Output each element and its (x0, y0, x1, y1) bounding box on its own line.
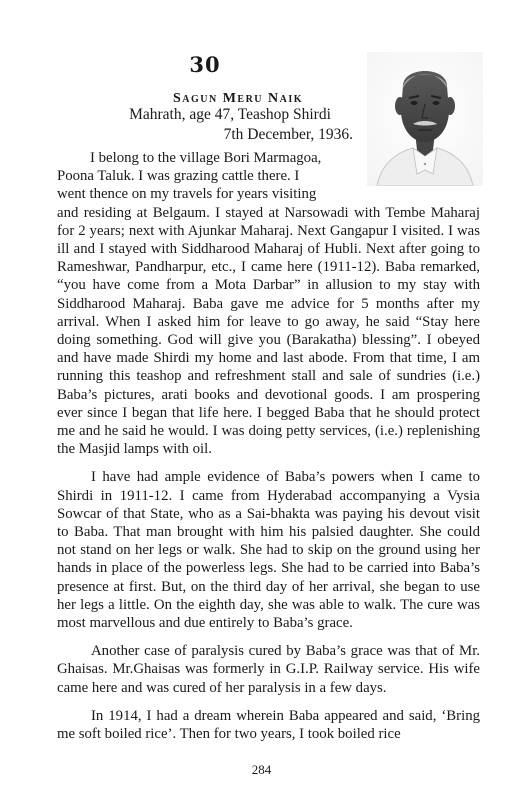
paragraph-1-line-3: went thence on my travels for years visiting (57, 186, 317, 203)
person-name: Sagun Meru Naik (172, 91, 304, 106)
person-details: Mahrath, age 47, Teashop Shirdi (129, 106, 331, 123)
chapter-number: 30 (189, 52, 221, 77)
page-number: 284 (251, 762, 272, 777)
paragraph-1-line-1: I belong to the village Bori Marmagoa, (90, 150, 322, 166)
paragraph-1-rest: and residing at Belgaum. I stayed at Narsowadi with Tembe Maharaj for 2 years; next with Ajunkar Maharaj. Next Gangapur I visited. I was ill and I stayed with Siddharood Maharaj of Hubli. Next after going to Rameshwar, Pandharpur, etc., I came here (1911-12). Baba remarked, “you have come from a Mota Darbar” in allusion to my stay with Siddharood Maharaj. Baba gave me advice for 5 months after my arrival. When I asked him for leave to go away, he said “Stay here doing something. God will give you (Barakatha) blessing”. I obeyed and have made Shirdi my home and last abode. From that time, I am running this teashop and refreshment stall and sale of sundries (i.e.) Baba’s pictures, arati books and devotional goods. I am prospering ever since I began that life here. I begged Baba that he should protect me and he said he would. I was doing petty services, (i.e.) replenishing the Masjid lamps with oil. (57, 204, 480, 458)
paragraph-1-line-2: Poona Taluk. I was grazing cattle there. I (57, 168, 300, 185)
interview-date: 7th December, 1936. (223, 126, 353, 143)
body-text (57, 149, 480, 204)
paragraph-4: In 1914, I had a dream wherein Baba appeared and said, ‘Bring me soft boiled rice’. Then for two years, I took boiled rice (57, 707, 480, 743)
paragraph-1 (57, 149, 360, 204)
paragraph-2: I have had ample evidence of Baba’s powers when I came to Shirdi in 1911-12. I came from Hyderabad accompanying a Vysia Sowcar of that State, who as a Sai-bhakta was paying his devout visit to Baba. That man brought with him his palsied daughter. She could not stand on her legs or walk. She had to skip on the ground using her hands in place of the powerless legs. She had to be carried into Baba’s presence at first. But, on the third day of her arrival, she began to use her legs a little. On the eighth day, she was able to walk. The cure was most marvellous and due entirely to Baba’s grace. (57, 469, 480, 632)
paragraph-3: Another case of paralysis cured by Baba’s grace was that of Mr. Ghaisas. Mr.Ghaisas was formerly in G.I.P. Railway service. His wife came here and was cured of her paralysis in a few days. (57, 643, 480, 696)
body-text-main (57, 204, 480, 744)
